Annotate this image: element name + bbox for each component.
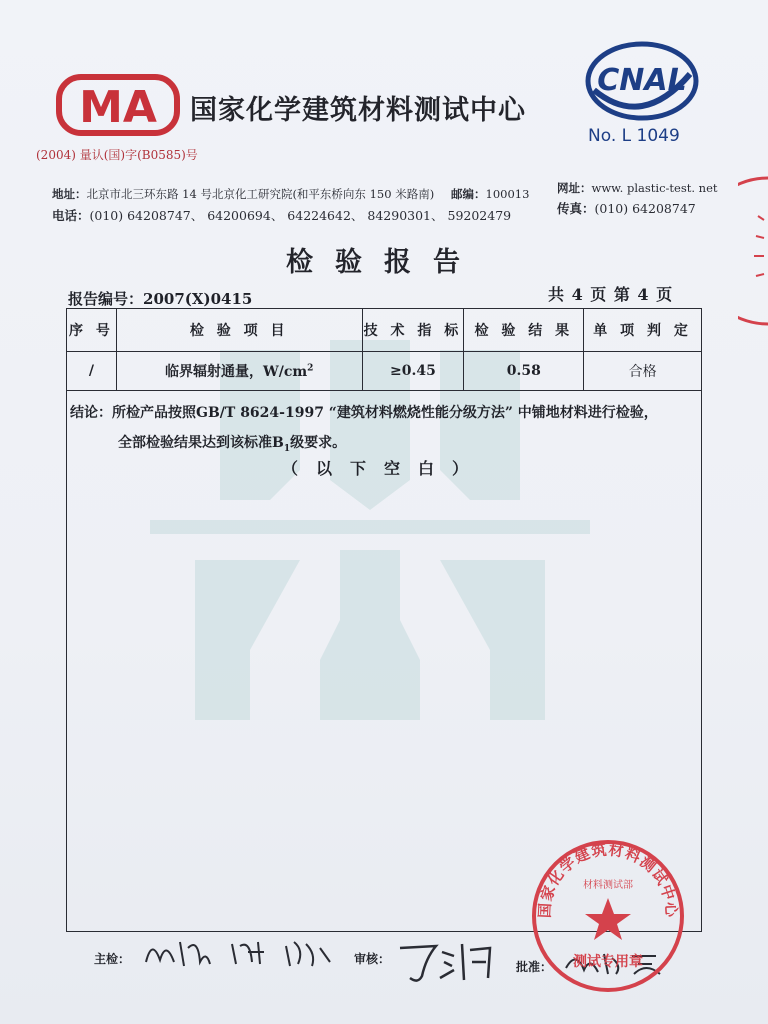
page-info: 共 4 页 第 4 页	[548, 285, 674, 304]
address-value: 北京市北三环东路 14 号北京化工研究院(和平东桥向东 150 米路南)	[86, 187, 435, 201]
report-number-value: 2007(X)0415	[143, 290, 253, 308]
conclusion-text-2b: 级要求。	[290, 435, 347, 451]
phone-value: (010) 64208747、 64200694、 64224642、 84290301、 59202479	[89, 208, 512, 223]
cell-spec: ≥0.45	[362, 352, 464, 391]
approver-label: 批准：	[516, 960, 553, 974]
stamp-star-icon	[585, 898, 631, 940]
website-value: www. plastic-test. net	[591, 181, 718, 195]
table-row	[67, 352, 702, 391]
report-number	[68, 288, 252, 309]
header-spec: 技 术 指 标	[362, 309, 464, 352]
center-name: 国家化学建筑材料测试中心	[190, 95, 526, 126]
header-index: 序 号	[67, 309, 117, 352]
website-line	[557, 180, 718, 196]
header-judgement: 单 项 判 定	[584, 309, 702, 352]
postcode-line	[451, 186, 529, 202]
cell-judgement: 合格	[584, 352, 702, 391]
phone-label: 电话：	[52, 208, 90, 223]
address-line	[52, 186, 434, 202]
svg-text:国家化学建筑材料测试中心: 国家化学建筑材料测试中心	[535, 840, 681, 919]
cma-logo	[56, 74, 180, 136]
header-item: 检 验 项 目	[116, 309, 362, 352]
reviewer-signature	[392, 932, 502, 988]
postcode-label: 邮编：	[451, 187, 486, 201]
blank-note: （以下空白）	[281, 459, 486, 478]
reviewer-label: 审核：	[354, 952, 391, 966]
svg-text:材料测试部: 材料测试部	[583, 880, 633, 891]
document-title: 检验报告	[286, 247, 482, 278]
svg-text:CNAL: CNAL	[597, 63, 687, 98]
cell-index: /	[67, 352, 117, 391]
report-number-label: 报告编号：	[68, 290, 144, 308]
phone-line	[52, 206, 511, 224]
website-label: 网址：	[557, 181, 592, 195]
inspector-label: 主检：	[94, 952, 131, 966]
results-table	[66, 308, 702, 391]
cnal-number: No. L 1049	[588, 126, 680, 146]
cell-item-text: 临界辐射通量，W/cm	[164, 364, 308, 380]
official-stamp	[528, 836, 688, 996]
conclusion-label: 结论：	[70, 405, 112, 421]
postcode-value: 100013	[485, 187, 530, 201]
cell-item	[116, 352, 362, 391]
svg-text:测试专用章: 测试专用章	[573, 954, 643, 970]
header-result: 检 验 结 果	[464, 309, 584, 352]
svg-text:MA: MA	[79, 82, 157, 133]
conclusion-sub: 1	[283, 443, 291, 454]
fax-value: (010) 64208747	[594, 201, 696, 216]
address-label: 地址：	[52, 187, 87, 201]
table-header-row	[67, 309, 702, 352]
conclusion-text-2a: 全部检验结果达到该标准B	[118, 435, 284, 451]
conclusion-line-2	[118, 432, 346, 454]
cell-item-sup: 2	[307, 363, 314, 374]
license-number: (2004) 量认(国)字(B0585)号	[36, 148, 198, 162]
cnal-logo	[584, 40, 700, 122]
edge-stamp-fragment	[738, 176, 768, 326]
conclusion-line-1	[70, 402, 658, 422]
fax-label: 传真：	[557, 201, 595, 216]
fax-line	[557, 199, 696, 217]
inspector-signature	[140, 932, 340, 974]
conclusion-text-1: 所检产品按照GB/T 8624-1997 “建筑材料燃烧性能分级方法” 中铺地材料进行检验，	[112, 405, 658, 421]
cell-result: 0.58	[464, 352, 584, 391]
